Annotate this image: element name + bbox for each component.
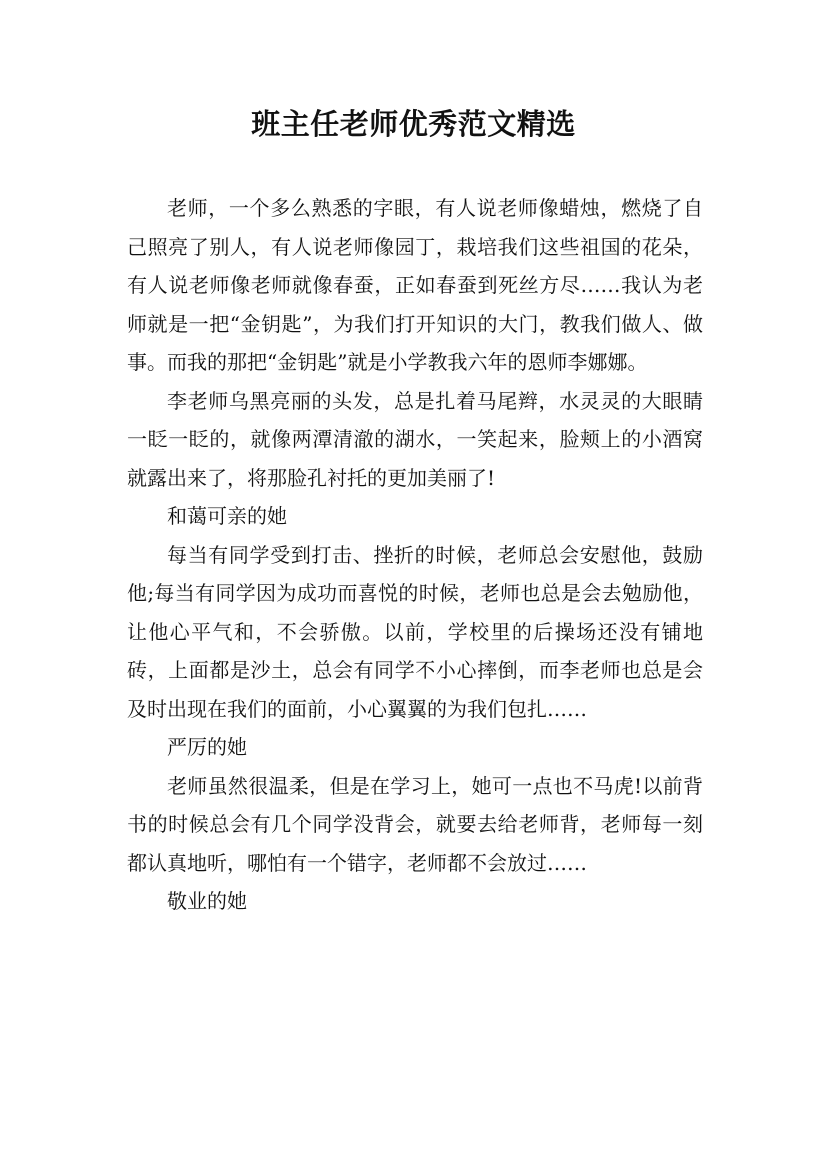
paragraph-kind: 每当有同学受到打击、挫折的时候，老师总会安慰他，鼓励他;每当有同学因为成功而喜悦的时候，老师也总是会去勉励他，让他心平气和，不会骄傲。以前，学校里的后操场还没有铺地砖，上面都是沙土，总会有同学不小心摔倒，而李老师也总是会及时出现在我们的面前，小心翼翼的为我们包扎…… xyxy=(127,542,703,721)
section-heading-dedicated: 敬业的她 xyxy=(167,889,247,913)
paragraph-strict: 老师虽然很温柔，但是在学习上，她可一点也不马虎!以前背书的时候总会有几个同学没背会，就要去给老师背，老师每一刻都认真地听，哪怕有一个错字，老师都不会放过…… xyxy=(127,773,703,875)
section-heading-kind: 和蔼可亲的她 xyxy=(167,504,287,528)
paragraph-appearance: 李老师乌黑亮丽的头发，总是扎着马尾辫，水灵灵的大眼睛一眨一眨的，就像两潭清澈的湖水，一笑起来，脸颊上的小酒窝就露出来了，将那脸孔衬托的更加美丽了! xyxy=(127,388,703,490)
paragraph-intro: 老师，一个多么熟悉的字眼，有人说老师像蜡烛，燃烧了自己照亮了别人，有人说老师像园丁，栽培我们这些祖国的花朵，有人说老师像老师就像春蚕，正如春蚕到死丝方尽……我认为老师就是一把“金钥匙”，为我们打开知识的大门，教我们做人、做事。而我的那把“金钥匙”就是小学教我六年的恩师李娜娜。 xyxy=(127,196,703,374)
document-body xyxy=(127,189,703,921)
section-heading-strict: 严厉的她 xyxy=(167,735,247,759)
document-title: 班主任老师优秀范文精选 xyxy=(251,107,576,141)
